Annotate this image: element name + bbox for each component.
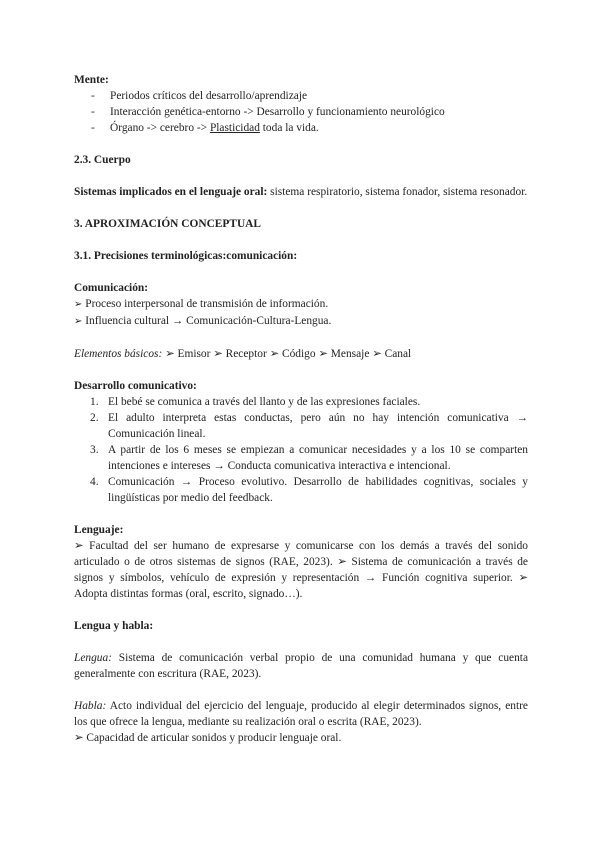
desarrollo-heading: Desarrollo comunicativo: — [74, 380, 197, 392]
list-item — [74, 120, 528, 136]
list-number: 1. — [90, 396, 99, 408]
plasticidad-underlined: Plasticidad — [209, 122, 260, 134]
comunicacion-line — [74, 296, 528, 313]
lengua-label: Lengua: — [74, 652, 112, 664]
elementos-label: Elementos básicos: — [74, 348, 163, 360]
lenguaje-heading: Lenguaje: — [74, 524, 124, 536]
comunicacion-heading: Comunicación: — [74, 282, 149, 294]
habla-extra-line: ➢ Capacidad de articular sonidos y producir lenguaje oral. — [74, 732, 342, 744]
list-number: 4. — [90, 476, 99, 488]
comunicacion-line — [74, 313, 528, 330]
cuerpo-heading: 2.3. Cuerpo — [74, 154, 131, 166]
page-content — [74, 72, 528, 746]
comunicacion-line-text: Proceso interpersonal de transmisión de información. — [82, 298, 329, 310]
list-item — [74, 104, 528, 120]
list-item-text: A partir de los 6 meses se empiezan a comunicar necesidades y a los 10 se comparten intenciones e intereses → Conducta comunicativa interactiva e intencional. — [108, 444, 528, 472]
list-item-text: Interacción genética-entorno -> Desarrollo y funcionamiento neurológico — [110, 106, 445, 118]
mente-list — [74, 88, 528, 136]
cuerpo-paragraph — [74, 184, 528, 200]
arrow-bullet-icon: ➢ — [74, 316, 83, 327]
list-item — [74, 474, 528, 506]
elementos-line — [74, 346, 528, 362]
habla-text: Acto individual del ejercicio del lenguaje, producido al elegir determinados signos, entre los que ofrece la lengua, mediante su realización oral o escrita (RAE, 2023). — [74, 700, 528, 728]
list-item-text: Órgano -> cerebro -> — [110, 122, 210, 134]
lengua-paragraph — [74, 650, 528, 682]
section3-heading: 3. APROXIMACIÓN CONCEPTUAL — [74, 218, 261, 230]
section31-heading: 3.1. Precisiones terminológicas:comunicación: — [74, 250, 298, 262]
habla-label: Habla: — [74, 700, 107, 712]
lengua-habla-heading: Lengua y habla: — [74, 620, 154, 632]
desarrollo-list — [74, 394, 528, 506]
list-item — [74, 410, 528, 442]
dash-bullet: - — [91, 90, 95, 102]
list-item-text: El adulto interpreta estas conductas, pero aún no hay intención comunicativa → Comunicación lineal. — [108, 412, 528, 440]
list-item-text: Comunicación → Proceso evolutivo. Desarrollo de habilidades cognitivas, sociales y lingüísticas por medio del feedback. — [108, 476, 528, 504]
list-item-text: Periodos críticos del desarrollo/aprendizaje — [110, 90, 308, 102]
dash-bullet: - — [91, 106, 95, 118]
arrow-bullet-icon: ➢ — [74, 299, 83, 310]
comunicacion-line-text: Influencia cultural → Comunicación-Cultura-Lengua. — [82, 315, 332, 327]
dash-bullet: - — [91, 122, 95, 134]
list-item — [74, 88, 528, 104]
list-number: 3. — [90, 444, 99, 456]
cuerpo-label: Sistemas implicados en el lenguaje oral: — [74, 186, 268, 198]
list-item-text: El bebé se comunica a través del llanto y de las expresiones faciales. — [108, 396, 421, 408]
lengua-text: Sistema de comunicación verbal propio de una comunidad humana y que cuenta generalmente con escritura (RAE, 2023). — [74, 652, 528, 680]
elementos-text: ➢ Emisor ➢ Receptor ➢ Código ➢ Mensaje ➢ Canal — [162, 348, 412, 360]
list-item — [74, 394, 528, 410]
list-item-text-suffix: toda la vida. — [259, 122, 319, 134]
lenguaje-paragraph: ➢ Facultad del ser humano de expresarse y comunicarse con los demás a través del sonido articulado o de otros sistemas de signos (RAE, 2023). ➢ Sistema de comunicación a través de signos y símbolos, vehículo de expresión y representación → Función cognitiva superior. ➢ Adopta distintas formas (oral, escrito, signado…). — [74, 540, 528, 600]
list-item — [74, 442, 528, 474]
list-number: 2. — [90, 412, 99, 424]
cuerpo-text: sistema respiratorio, sistema fonador, sistema resonador. — [267, 186, 528, 198]
habla-paragraph — [74, 698, 528, 730]
mente-heading: Mente: — [74, 74, 109, 86]
